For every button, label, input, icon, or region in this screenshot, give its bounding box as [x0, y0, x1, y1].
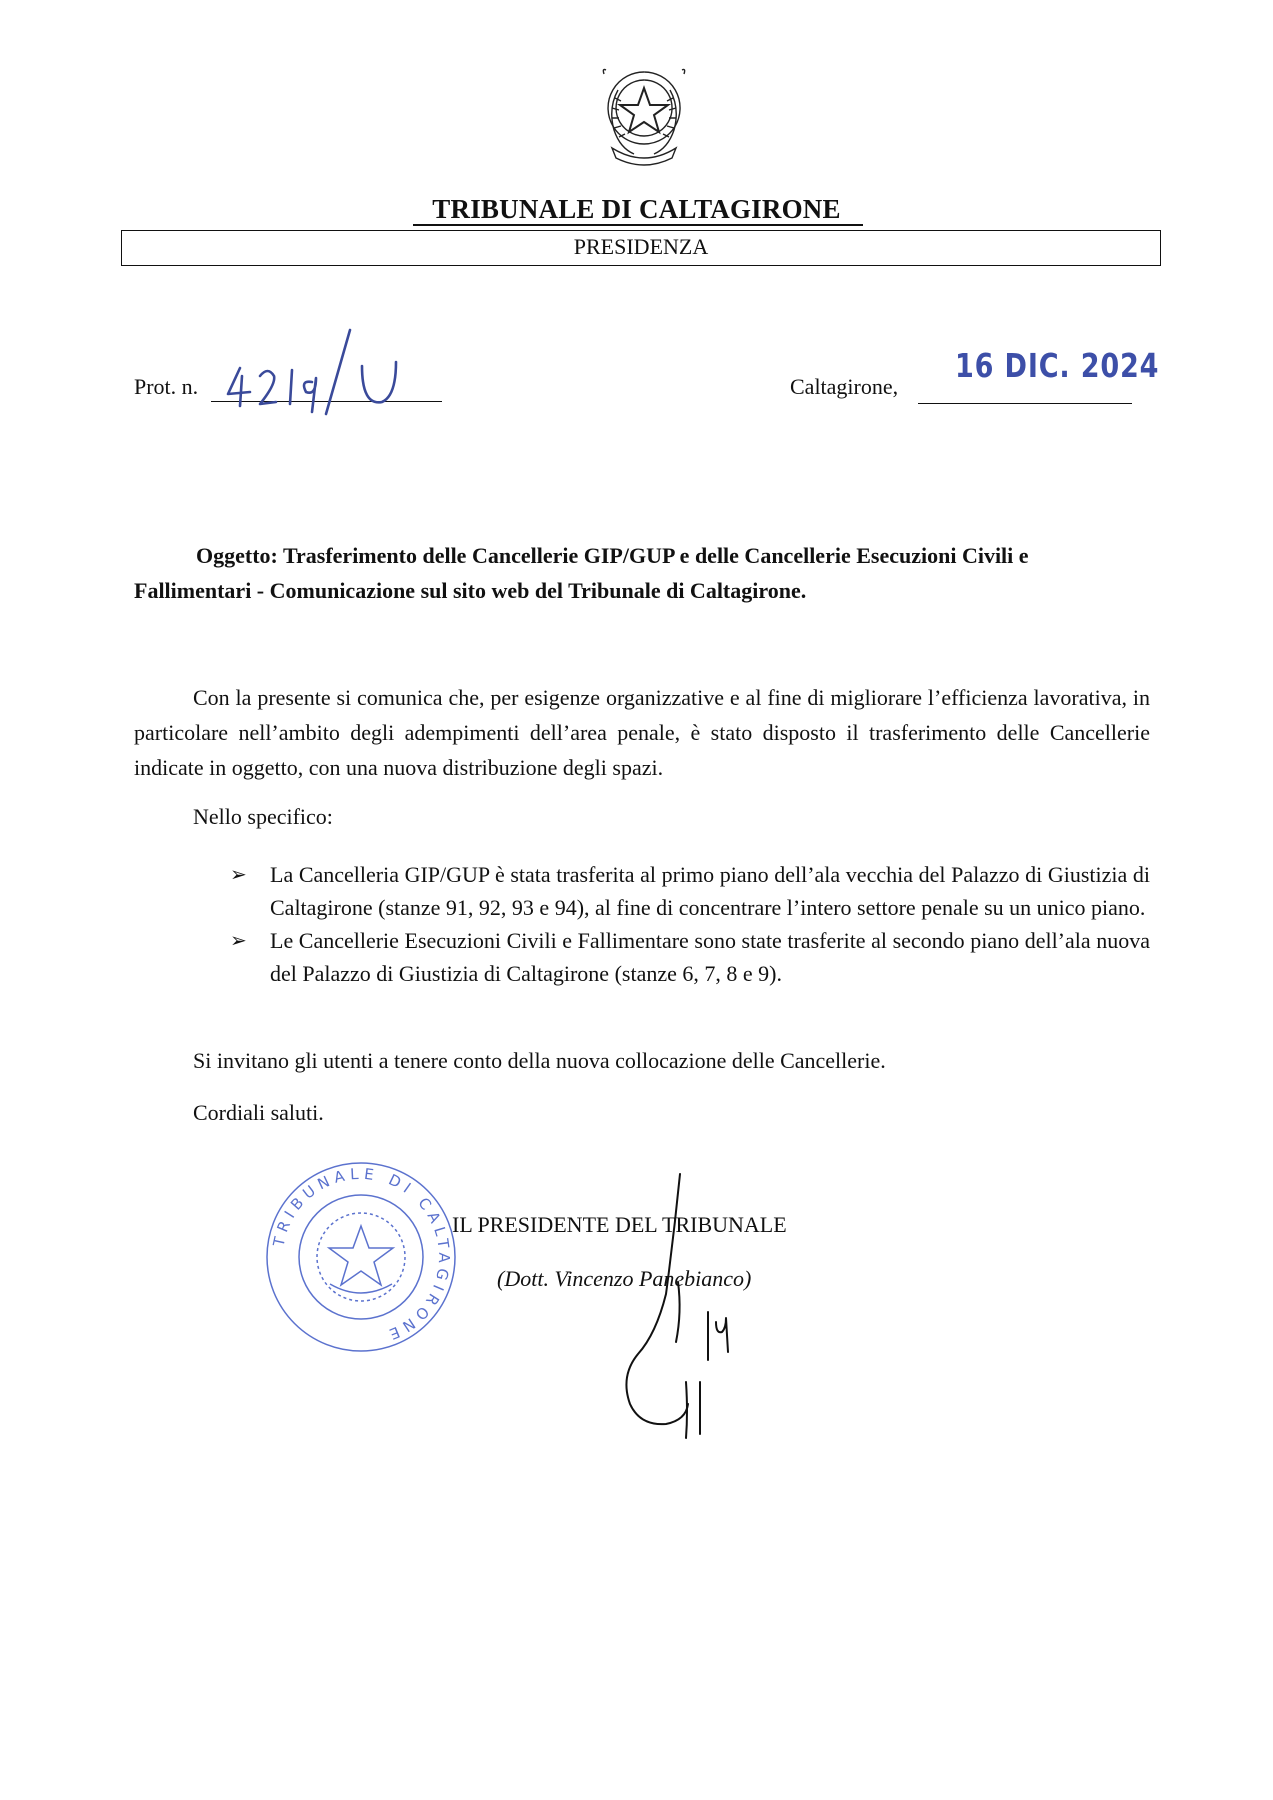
signer-title: IL PRESIDENTE DEL TRIBUNALE	[452, 1212, 787, 1237]
body-intro: Con la presente si comunica che, per esigenze organizzative e al fine di migliorare l’efficienza lavorativa, in particolare nell’ambito degli adempimenti dell’area penale, è stato disposto il trasferimento delle Cancellerie indicate in oggetto, con una nuova distribuzione degli spazi.	[134, 685, 1150, 780]
list-item	[230, 924, 1150, 990]
svg-text:TRIBUNALE DI CALTAGIRONE	[269, 1165, 453, 1345]
list-item-text: La Cancelleria GIP/GUP è stata trasferita al primo piano dell’ala vecchia del Palazzo di Giustizia di Caltagirone (stanze 91, 92, 93 e 94), al fine di concentrare l’intero settore penale su un unico piano.	[270, 862, 1150, 920]
italian-republic-emblem-icon	[598, 64, 690, 170]
court-name-underline	[413, 224, 863, 226]
protocol-label: Prot. n.	[134, 374, 199, 399]
bullet-list	[230, 858, 1150, 990]
office-label: PRESIDENZA	[573, 234, 709, 259]
invitation-text: Si invitano gli utenti a tenere conto della nuova collocazione delle Cancellerie.	[193, 1048, 886, 1073]
protocol-number-handwritten	[222, 328, 432, 416]
closing-text: Cordiali saluti.	[193, 1100, 324, 1125]
body-intro-block	[134, 680, 1150, 785]
subject-label: Oggetto:	[196, 543, 278, 568]
subject-block	[134, 538, 1150, 608]
specifics-label: Nello specifico:	[193, 804, 333, 829]
office-box	[121, 230, 1161, 266]
list-item-text: Le Cancellerie Esecuzioni Civili e Fallimentare sono state trasferite al secondo piano dell’ala nuova del Palazzo di Giustizia di Caltagirone (stanze 6, 7, 8 e 9).	[270, 928, 1150, 986]
seal-text: TRIBUNALE DI CALTAGIRONE	[269, 1164, 454, 1345]
date-underline	[918, 403, 1132, 404]
signer-name: (Dott. Vincenzo Panebianco)	[497, 1266, 752, 1291]
handwritten-signature	[600, 1172, 740, 1442]
date-place-label: Caltagirone,	[790, 374, 899, 399]
arrowhead-bullet-icon: ➢	[230, 928, 247, 952]
arrowhead-bullet-icon: ➢	[230, 862, 247, 886]
subject-text: Trasferimento delle Cancellerie GIP/GUP e delle Cancellerie Esecuzioni Civili e Fallimentari - Comunicazione sul sito web del Tribunale di Caltagirone.	[134, 543, 1029, 603]
court-seal-stamp	[262, 1158, 460, 1356]
date-stamp: 16 DIC. 2024	[955, 346, 1160, 385]
list-item	[230, 858, 1150, 924]
court-name: TRIBUNALE DI CALTAGIRONE	[432, 194, 841, 224]
